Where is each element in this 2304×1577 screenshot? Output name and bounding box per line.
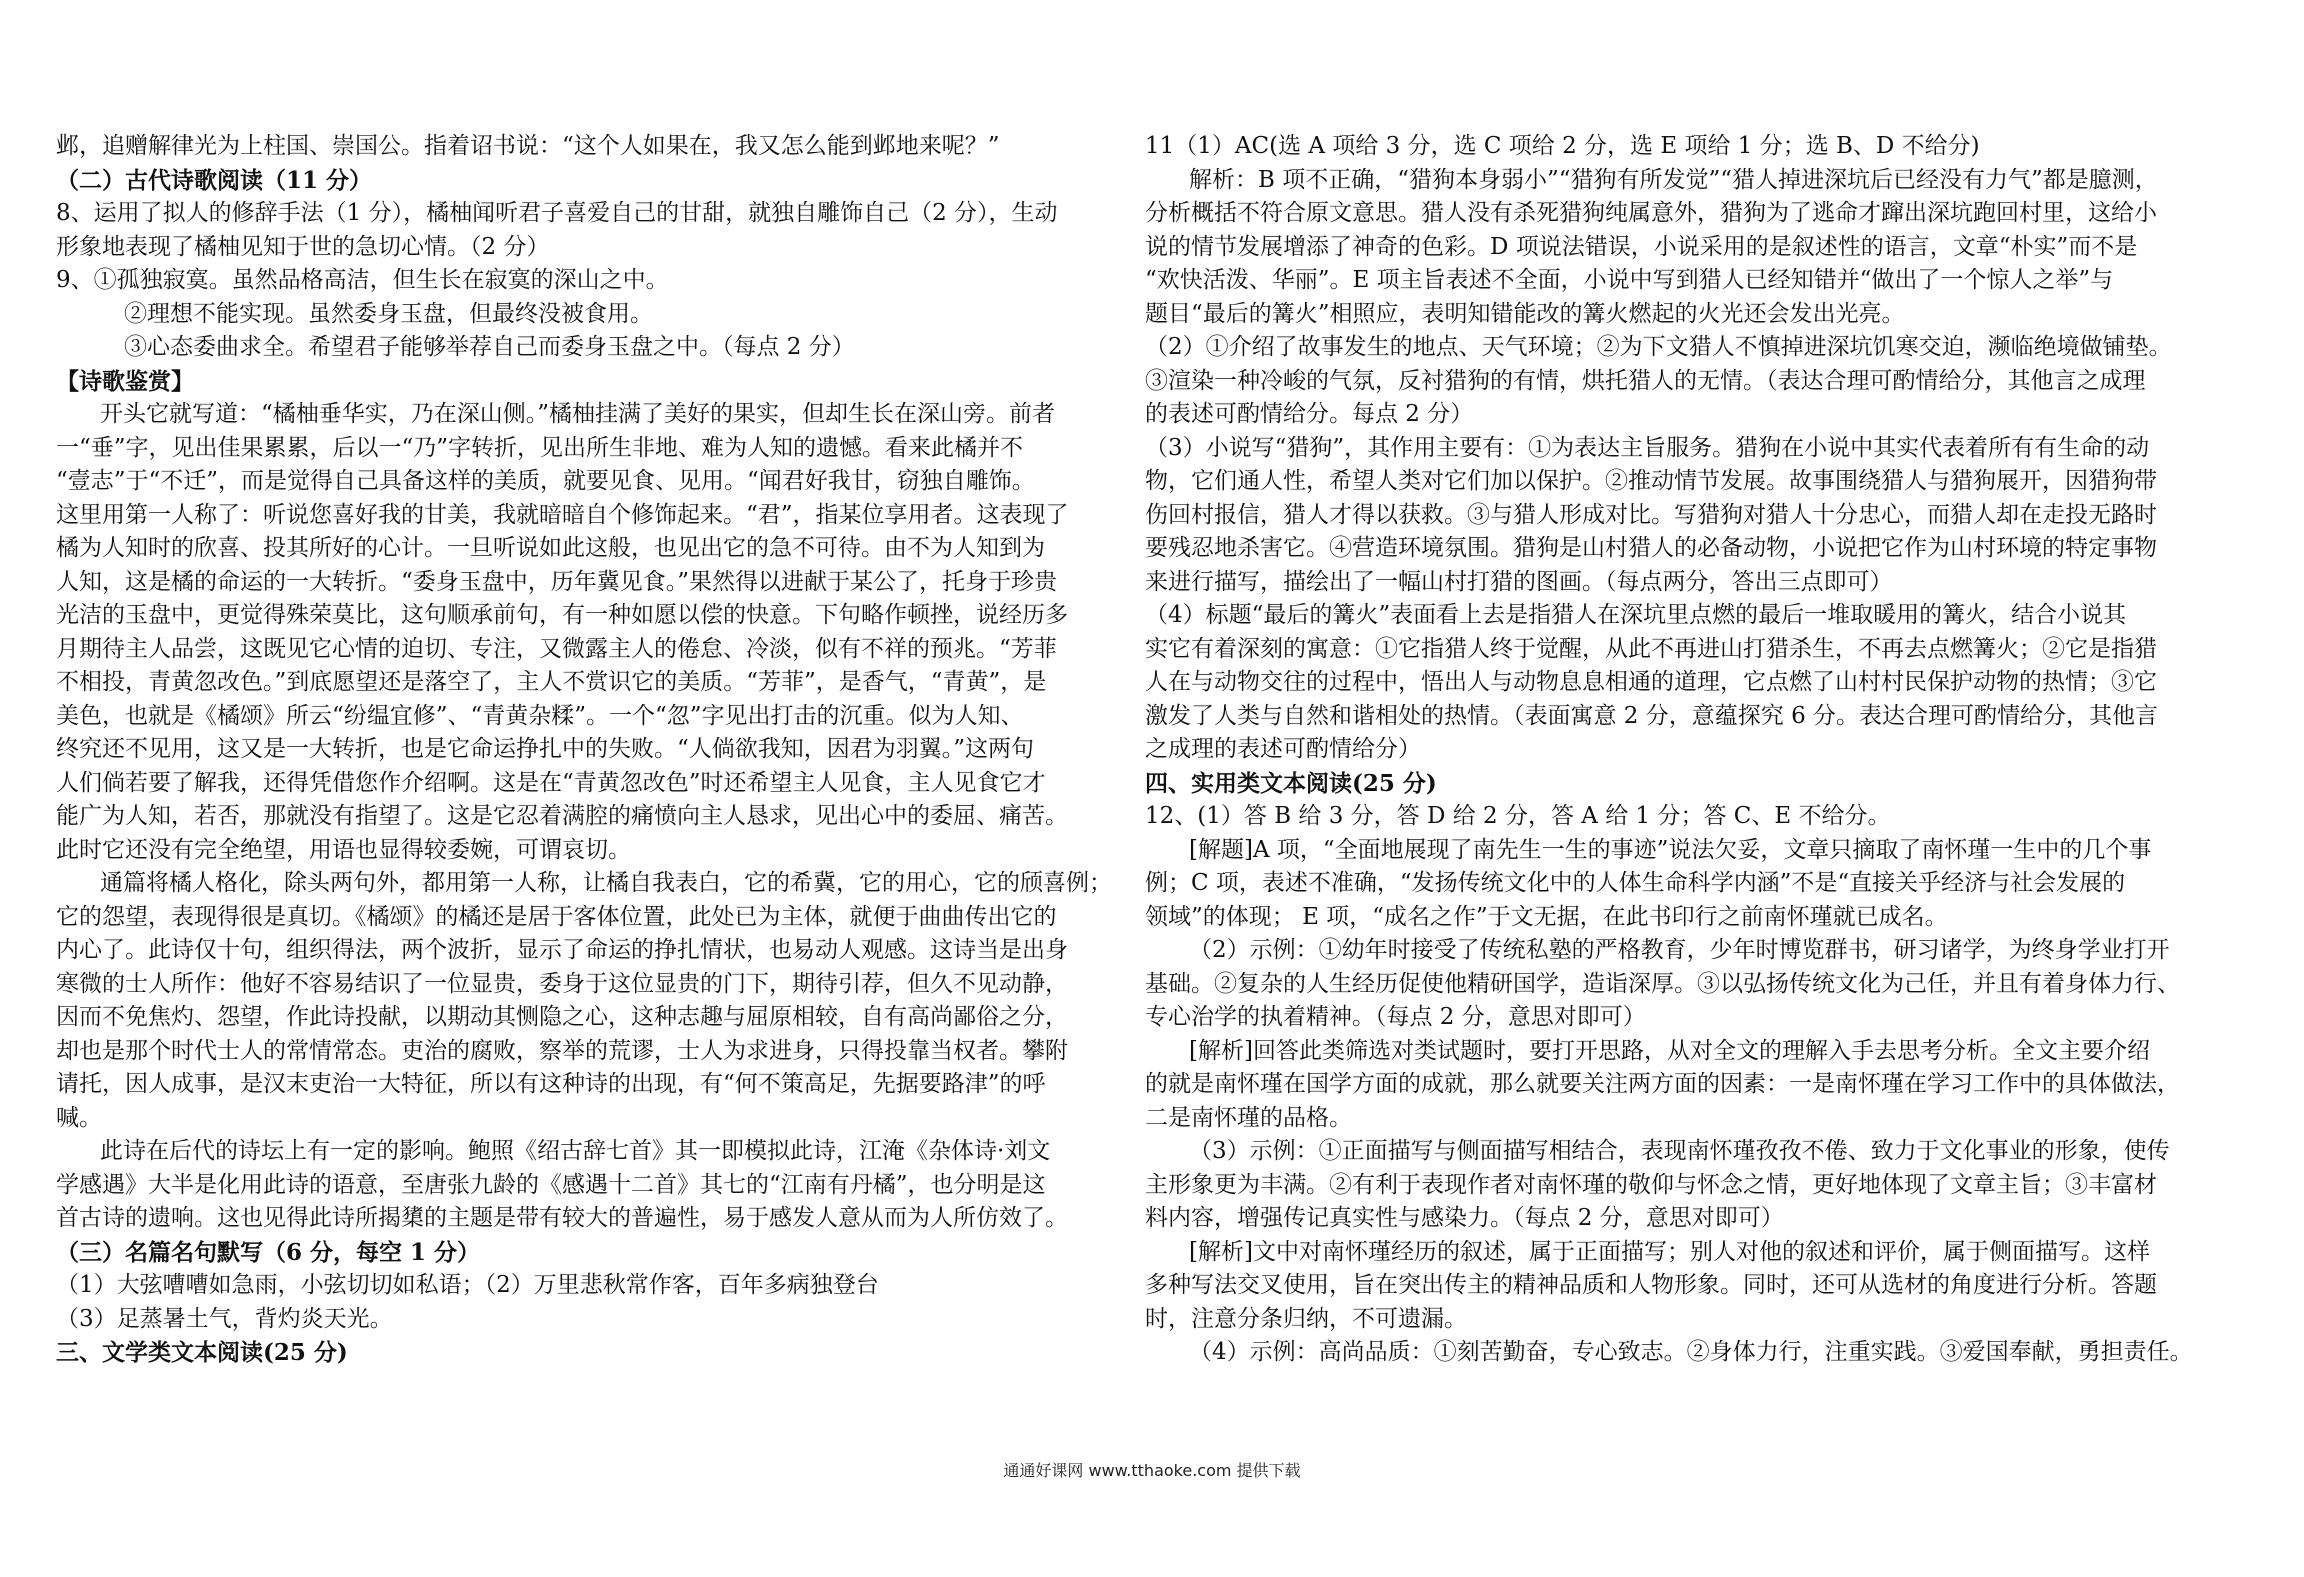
text-line: 请托，因人成事，是汉末吏治一大特征，所以有这种诗的出现，有“何不策高足，先据要路津”的呼 [56,1071,1046,1097]
text-line: 之成理的表述可酌情给分） [1145,736,1421,762]
text-line: （3）小说写“猎狗”，其作用主要有：①为表达主旨服务。猎狗在小说中其实代表着所有有生命的动 [1145,434,2150,461]
text-line: 美色，也就是《橘颂》所云“纷缊宜修”、“青黄杂糅”。一个“忽”字见出打击的沉重。似为人知、 [56,702,1024,729]
text-line: 专心治学的执着精神。（每点 2 分，意思对即可） [1145,1004,1646,1030]
text-line: 寒微的士人所作：他好不容易结识了一位显贵，委身于这位显贵的门下，期待引荐，但久不见动静， [56,970,1068,997]
text-line: 能广为人知，若否，那就没有指望了。这是它忍着满腔的痛愤向主人恳求，见出心中的委屈、痛苦。 [56,803,1068,829]
text-line: 邺，追赠解律光为上柱国、崇国公。指着诏书说：“这个人如果在，我又怎么能到邺地来呢？” [56,133,1000,159]
text-line: 8、运用了拟人的修辞手法（1 分），橘柚闻听君子喜爱自己的甘甜，就独自雕饰自己（2 分），生动 [56,200,1058,226]
text-line: 11（1）AC(选 A 项给 3 分，选 C 项给 2 分，选 E 项给 1 分；选 B、D 不给分) [1145,133,1980,159]
left-column [56,130,1156,1370]
text-line: 一“垂”字，见出佳果累累，后以一“乃”字转折，见出所生非地、难为人知的遗憾。看来此橘并不 [56,434,1024,461]
text-line: “壹志”于“不迁”，而是觉得自己具备这样的美质，就要见食、见用。“闻君好我甘，窃独自雕饰。 [56,468,1035,494]
text-line: 人知，这是橘的命运的一大转折。“委身玉盘中，历年冀见食。”果然得以进献于某公了，托身于珍贵 [56,568,1058,595]
text-line: 橘为人知时的欣喜、投其所好的心计。一旦听说如此这般，也见出它的急不可待。由不为人知到为 [56,535,1045,561]
text-line: 通篇将橘人格化，除头两句外，都用第一人称，让橘自我表白，它的希冀，它的用心，它的颀喜例； [100,870,1112,896]
text-line: 学感遇》大半是化用此诗的语意，至唐张九龄的《感遇十二首》其七的“江南有丹橘”，也分明是这 [56,1171,1046,1198]
text-line: 月期待主人品尝，这既见它心情的迫切、专注，又微露主人的倦怠、冷淡，似有不祥的预兆。“芳菲 [56,635,1057,662]
text-line: 终究还不见用，这又是一大转折，也是它命运挣扎中的失败。“人倘欲我知，因君为羽翼。”这两句 [56,736,1035,762]
text-line: 解析：B 项不正确，“猎狗本身弱小”“猎狗有所发觉”“猎人掉进深坑后已经没有力气”都是臆测， [1189,166,2158,193]
text-line: 形象地表现了橘柚见知于世的急切心情。（2 分） [56,233,550,260]
text-line: 时，注意分条归纳，不可遗漏。 [1145,1305,1467,1332]
text-line: 物，它们通人性，希望人类对它们加以保护。②推动情节发展。故事围绕猎人与猎狗展开，因猎狗带 [1145,468,2157,494]
section-heading: （三）名篇名句默写（6 分，每空 1 分） [56,1238,481,1266]
text-line: 基础。②复杂的人生经历促使他精研国学，造诣深厚。③以弘扬传统文化为己任，并且有着身体力行、 [1145,970,2180,997]
text-line: 内心了。此诗仅十句，组织得法，两个波折，显示了命运的挣扎情状，也易动人观感。这诗当是出身 [56,937,1068,963]
text-line: 喊。 [56,1104,102,1131]
text-line: 说的情节发展增添了神奇的色彩。D 项说法错误，小说采用的是叙述性的语言，文章“朴实”而不是 [1145,233,2138,260]
text-line: 分析概括不符合原文意思。猎人没有杀死猎狗纯属意外，猎狗为了逃命才蹿出深坑跑回村里，这给小 [1145,200,2157,226]
text-line: 要残忍地杀害它。④营造环境氛围。猎狗是山村猎人的必备动物，小说把它作为山村环境的特定事物 [1145,535,2157,561]
text-line: 的表述可酌情给分。每点 2 分） [1145,401,1474,427]
text-line: [解题]A 项，“全面地展现了南先生一生的事迹”说法欠妥，文章只摘取了南怀瑾一生中的几个事 [1189,836,2152,863]
text-line: “欢快活泼、华丽”。E 项主旨表述不全面，小说中写到猎人已经知错并“做出了一个惊人之举”与 [1145,267,2114,293]
text-line: 激发了人类与自然和谐相处的热情。（表面寓意 2 分，意蕴探究 6 分。表达合理可酌情给分，其他言 [1145,702,2159,729]
text-line: 题目“最后的篝火”相照应，表明知错能改的篝火燃起的火光还会发出光亮。 [1145,300,1905,327]
text-line: 的就是南怀瑾在国学方面的成就，那么就要关注两方面的因素：一是南怀瑾在学习工作中的具体做法， [1145,1071,2180,1097]
text-line: 这里用第一人称了：听说您喜好我的甘美，我就暗暗自个修饰起来。“君”，指某位享用者。这表现了 [56,501,1069,528]
text-line: 因而不免焦灼、怨望，作此诗投献，以期动其恻隐之心，这种志趣与屈原相较，自有高尚鄙俗之分， [56,1004,1068,1030]
text-line: 它的怨望，表现得很是真切。《橘颂》的橘还是居于客体位置，此处已为主体，就便于曲曲传出它的 [56,903,1057,930]
text-line: 光洁的玉盘中，更觉得殊荣莫比，这句顺承前句，有一种如愿以偿的快意。下句略作顿挫，说经历多 [56,602,1068,628]
text-line: 首古诗的遗响。这也见得此诗所揭橥的主题是带有较大的普遍性，易于感发人意从而为人所仿效了。 [56,1205,1068,1231]
text-line: 人们倘若要了解我，还得凭借您作介绍啊。这是在“青黄忽改色”时还希望主人见食，主人见食它才 [56,769,1046,796]
text-line: （3）示例：①正面描写与侧面描写相结合，表现南怀瑾孜孜不倦、致力于文化事业的形象，使传 [1189,1138,2170,1164]
text-line: 不相投，青黄忽改色。”到底愿望还是落空了，主人不赏识它的美质。“芳菲”，是香气，“青黄”，是 [56,669,1047,695]
text-line: 伤回村报信，猎人才得以获救。③与猎人形成对比。写猎狗对猎人十分忠心，而猎人却在走投无路时 [1145,501,2157,528]
text-line: （2）示例：①幼年时接受了传统私塾的严格教育，少年时博览群书，研习诸学，为终身学业打开 [1189,937,2170,963]
section-heading: （二）古代诗歌阅读（11 分） [56,166,373,194]
text-line: 9、①孤独寂寞。虽然品格高洁，但生长在寂寞的深山之中。 [56,267,669,293]
text-line: [解析]文中对南怀瑾经历的叙述，属于正面描写；别人对他的叙述和评价，属于侧面描写。这样 [1189,1238,2150,1265]
text-line: ③心态委曲求全。希望君子能够举荐自己而委身玉盘之中。（每点 2 分） [124,334,855,360]
text-line: 领域”的体现； E 项，“成名之作”于文无据，在此书印行之前南怀瑾就已成名。 [1145,903,1948,930]
text-line: 实它有着深刻的寓意：①它指猎人终于觉醒，从此不再进山打猎杀生，不再去点燃篝火；②它是指猎 [1145,635,2157,662]
right-column [1145,130,2275,1370]
text-line: ③渲染一种冷峻的气氛，反衬猎狗的有情，烘托猎人的无情。（表达合理可酌情给分，其他言之成理 [1145,367,2146,394]
text-line: 却也是那个时代士人的常情常态。吏治的腐败，察举的荒谬，士人为求进身，只得投靠当权者。攀附 [56,1037,1068,1064]
text-line: 开头它就写道：“橘柚垂华实，乃在深山侧。”橘柚挂满了美好的果实，但却生长在深山旁。前者 [100,401,1056,427]
text-line: 此诗在后代的诗坛上有一定的影响。鲍照《绍古辞七首》其一即模拟此诗，江淹《杂体诗·刘文 [100,1138,1051,1164]
section-heading: 三、文学类文本阅读(25 分) [56,1339,348,1366]
text-line: （3）足蒸暑土气，背灼炎天光。 [56,1305,393,1332]
text-line: ②理想不能实现。虽然委身玉盘，但最终没被食用。 [124,300,653,327]
text-line: 多种写法交叉使用，旨在突出传主的精神品质和人物形象。同时，还可从选材的角度进行分析。答题 [1145,1272,2157,1298]
text-line: （4）标题“最后的篝火”表面看上去是指猎人在深坑里点燃的最后一堆取暖用的篝火，结合小说其 [1145,602,2127,628]
text-line: 人在与动物交往的过程中，悟出人与动物息息相通的道理，它点燃了山村村民保护动物的热情；③它 [1145,669,2157,695]
text-line: 例；C 项，表述不准确，“发扬传统文化中的人体生命科学内涵”不是“直接关乎经济与社会发展的 [1145,870,2126,896]
text-line: 12、(1）答 B 给 3 分，答 D 给 2 分，答 A 给 1 分；答 C、E 不给分。 [1145,803,1891,829]
text-line: 主形象更为丰满。②有利于表现作者对南怀瑾的敬仰与怀念之情，更好地体现了文章主旨；③丰富材 [1145,1171,2157,1198]
text-line: 来进行描写，描绘出了一幅山村打猎的图画。（每点两分，答出三点即可） [1145,568,1893,595]
text-line: 二是南怀瑾的品格。 [1145,1104,1352,1131]
section-heading: 【诗歌鉴赏】 [56,367,194,395]
text-line: [解析]回答此类筛选对类试题时，要打开思路，从对全文的理解入手去思考分析。全文主要介绍 [1189,1037,2150,1064]
text-line: （2）①介绍了故事发生的地点、天气环境；②为下文猎人不慎掉进深坑饥寒交迫，濒临绝境做铺垫。 [1145,334,2172,360]
text-line: 料内容，增强传记真实性与感染力。（每点 2 分，意思对即可） [1145,1205,1784,1231]
page-footer: 通通好课网 www.tthaoke.com 提供下载 [1003,1461,1301,1480]
text-line: （4）示例：高尚品质：①刻苦勤奋，专心致志。②身体力行，注重实践。③爱国奉献，勇担责任。 [1189,1339,2193,1365]
section-heading: 四、实用类文本阅读(25 分) [1145,769,1437,797]
text-line: （1）大弦嘈嘈如急雨，小弦切切如私语；（2）万里悲秋常作客，百年多病独登台 [56,1272,879,1298]
text-line: 此时它还没有完全绝望，用语也显得较委婉，可谓哀切。 [56,836,631,863]
